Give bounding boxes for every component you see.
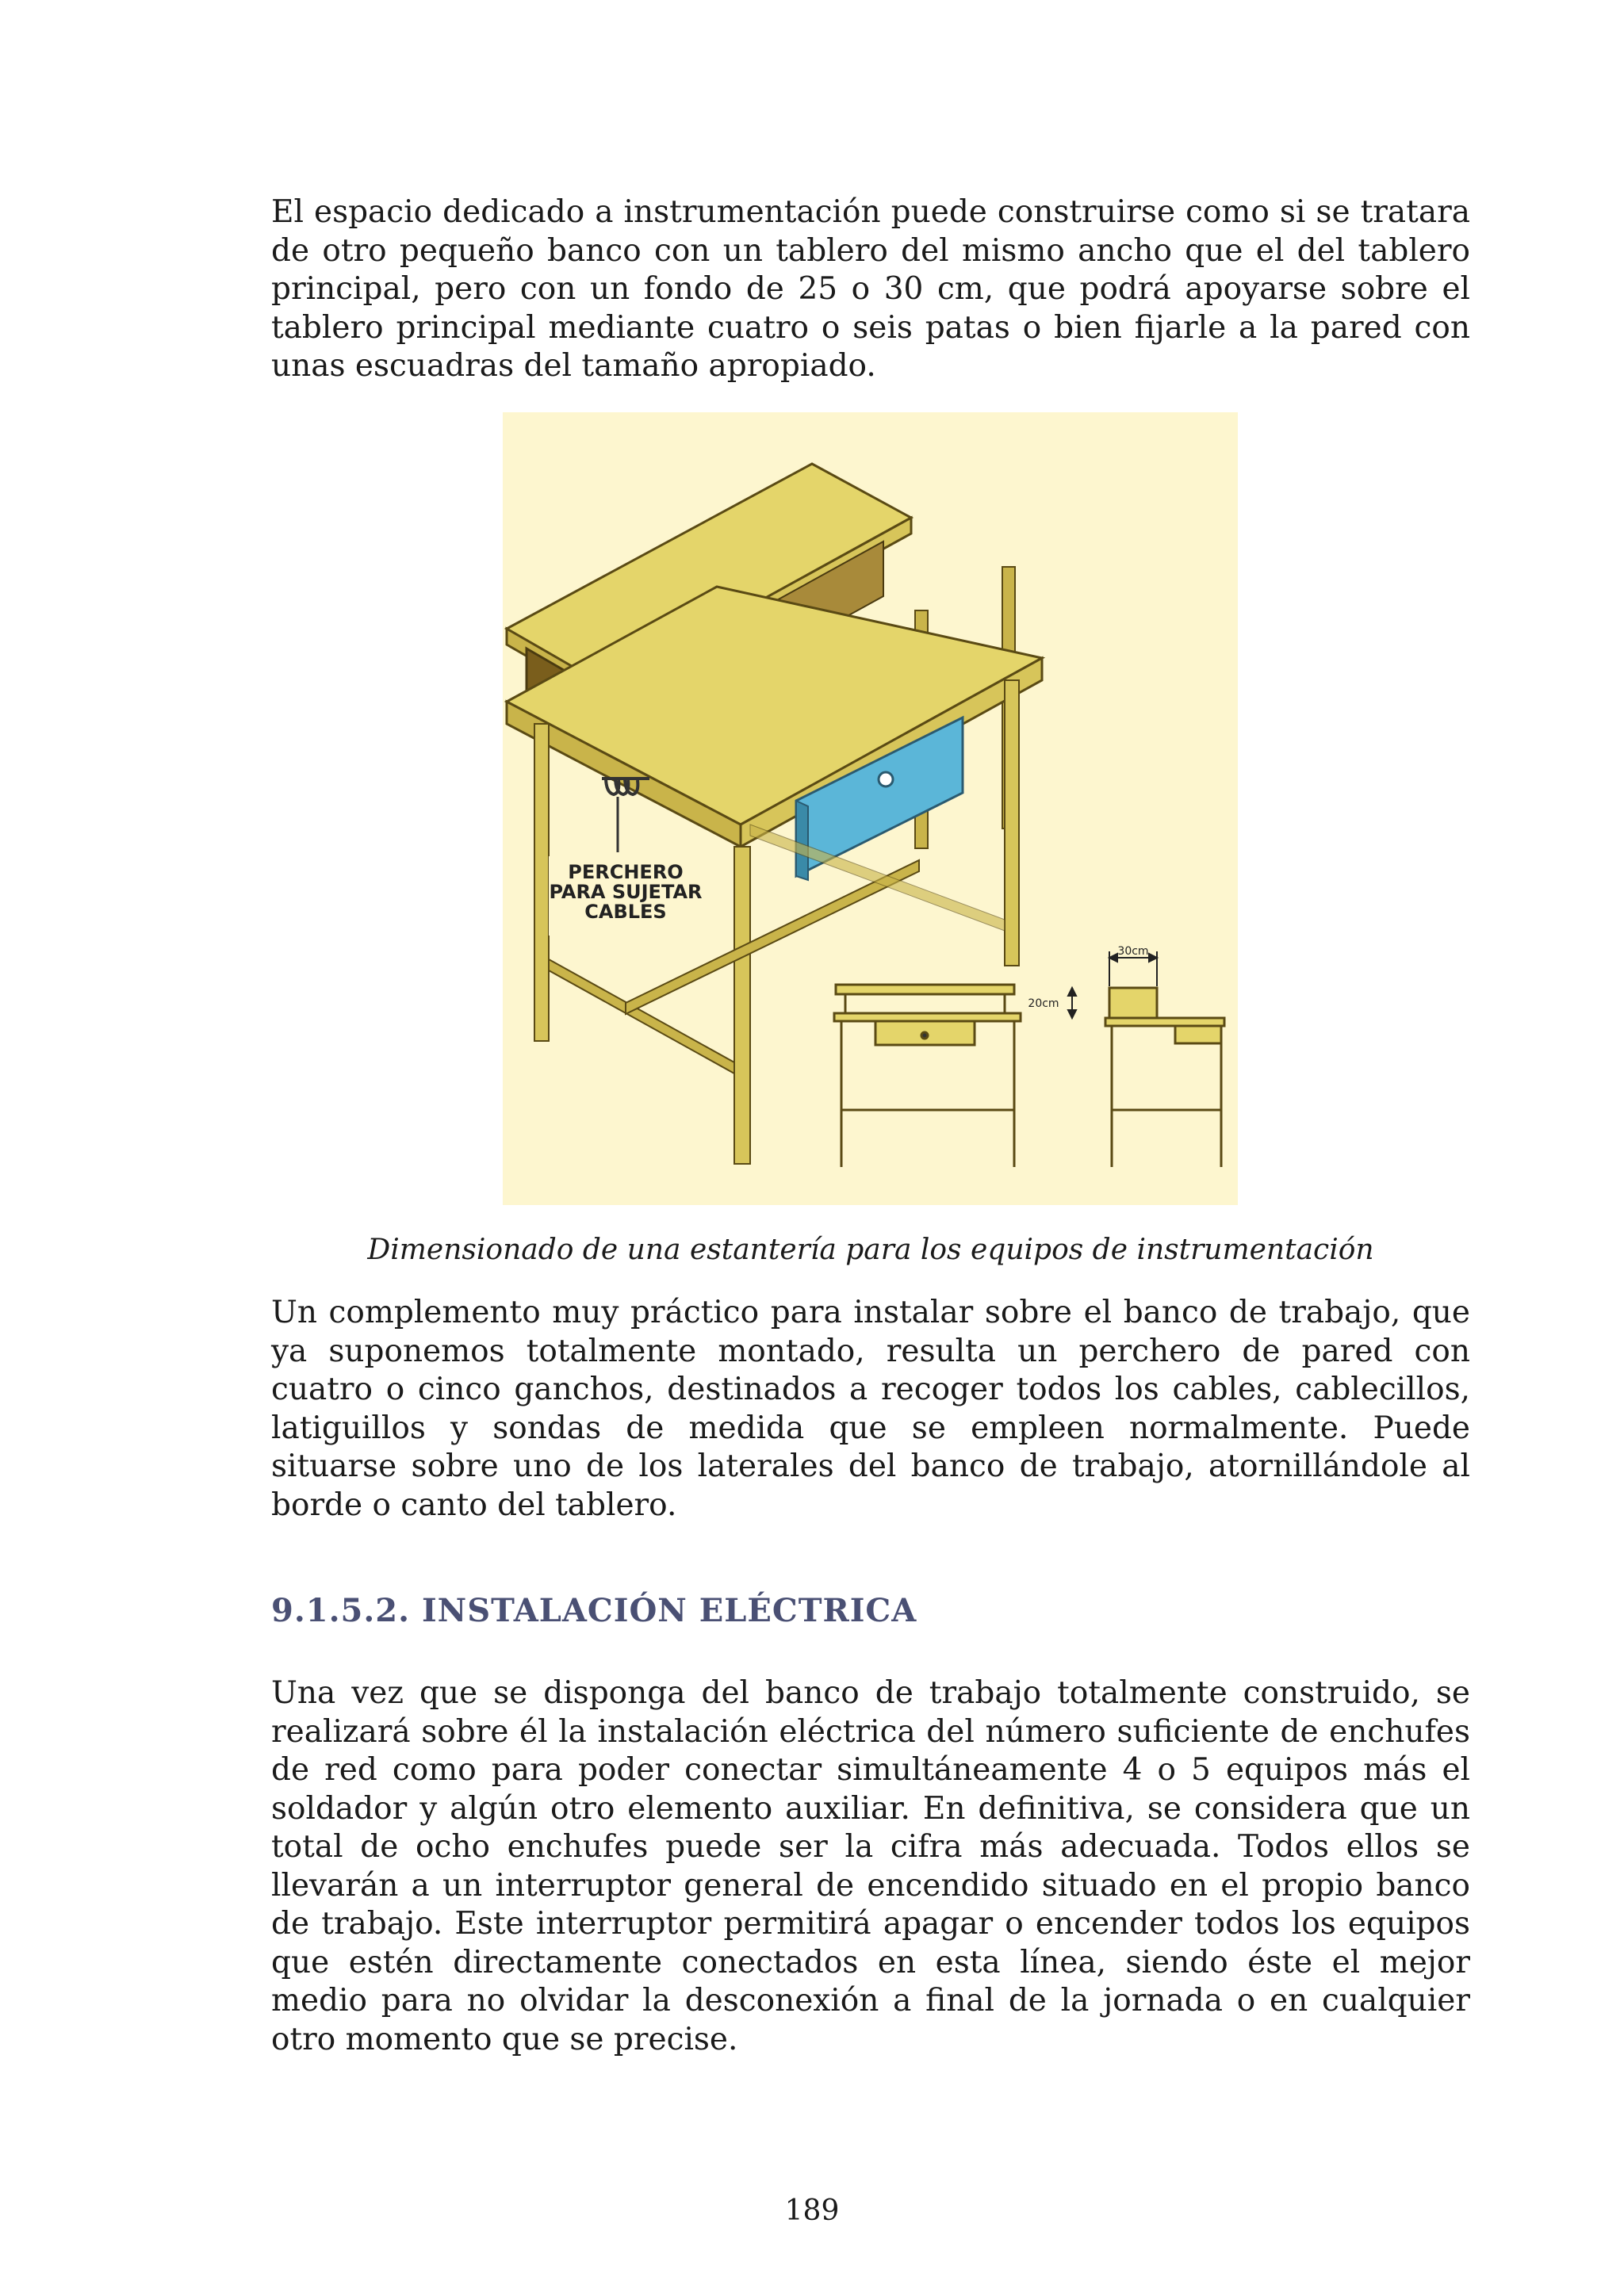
front-elevation-diagram [834,985,1021,1167]
page-number: 189 [784,2195,840,2227]
paragraph-intro: El espacio dedicado a instrumentación puede construirse como si se tratara de otro pequeño banco con un tablero del mismo ancho que el del tablero principal, pero con un fondo de 25 o 30 cm, que podrá apoyarse sobre el tablero principal mediante cuatro o seis patas o bien fijarle a la pared con unas escuadras del tamaño apropiado. [271,194,1470,384]
label-perchero: PERCHERO [568,861,684,883]
workbench-illustration [503,412,1238,1205]
paragraph-complement: Un complemento muy práctico para instalar sobre el banco de trabajo, que ya suponemos totalmente montado, resulta un perchero de pared con cuatro o cinco ganchos, destinados a recoger todos los cables, cablecillos, latiguillos y sondas de medida que se empleen normalmente. Puede situarse sobre uno de los laterales del banco de trabajo, atornillándole al borde o canto del tablero. [271,1295,1470,1523]
label-para-sujetar: PARA SUJETAR [549,881,703,903]
dim-height-label: 20cm [1028,997,1059,1010]
dim-width-label: 30cm [1117,945,1149,958]
label-cables: CABLES [584,901,667,923]
paragraph-electrical: Una vez que se disponga del banco de trabajo totalmente construido, se realizará sobre él la instalación eléctrica del número suficiente de enchufes de red como para poder conectar simultáneamente 4 o 5 equipos más el soldador y algún otro elemento auxiliar. En definitiva, se considera que un total de ocho enchufes puede ser la cifra más adecuada. Todos ellos se llevarán a un interruptor general de encendido situado en el propio banco de trabajo. Este interruptor permitirá apagar o encender todos los equipos que estén directamente conectados en esta línea, siendo éste el mejor medio para no olvidar la desconexión a final de la jornada o en cualquier otro momento que se precise. [271,1675,1470,2057]
side-elevation-diagram [1105,988,1224,1167]
section-heading: 9.1.5.2. INSTALACIÓN ELÉCTRICA [271,1592,917,1629]
main-workbench [507,464,1042,1164]
figure-caption: Dimensionado de una estantería para los equipos de instrumentación [367,1234,1374,1266]
